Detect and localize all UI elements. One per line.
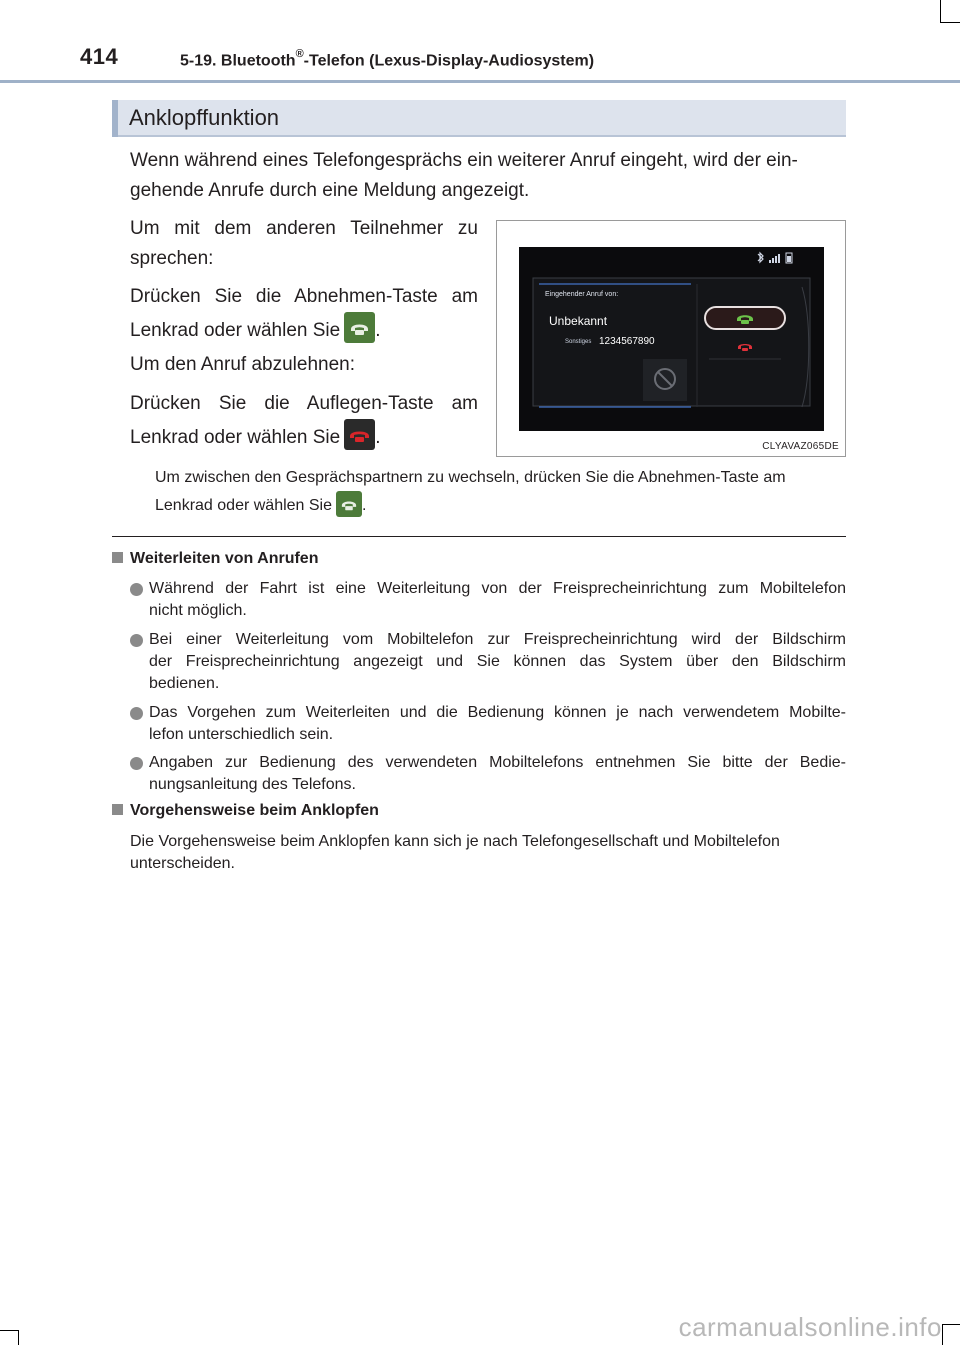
talk-action: Drücken Sie die Abnehmen-Taste am Lenkrad oder wählen Sie . xyxy=(130,286,478,341)
bullet-icon xyxy=(130,757,143,770)
reject-call-icon xyxy=(344,419,375,450)
forwarding-bullet: Das Vorgehen zum Weiterleiten und die Bedienung können je nach verwendetem Mobilte- lefon unterschiedlich sein. xyxy=(130,702,846,746)
square-bullet-icon xyxy=(112,804,123,815)
crop-mark xyxy=(940,0,941,22)
reject-action: Drücken Sie die Auflegen-Taste am Lenkrad oder wählen Sie . xyxy=(130,393,478,448)
switch-note: Um zwischen den Gesprächspartnern zu wechseln, drücken Sie die Abnehmen-Taste am Lenkrad oder wählen Sie . xyxy=(155,464,846,519)
crop-mark xyxy=(940,22,960,23)
screen-reject-icon[interactable] xyxy=(736,340,754,352)
crop-mark xyxy=(18,1330,19,1345)
bullet-icon xyxy=(130,634,143,647)
square-bullet-icon xyxy=(112,552,123,563)
crop-mark xyxy=(942,1324,943,1345)
screen-accept-icon[interactable] xyxy=(734,311,756,325)
page-title: 5-19. Bluetooth®-Telefon (Lexus-Display-Audiosystem) xyxy=(180,48,595,70)
watermark-link[interactable]: carmanualsonline.info xyxy=(678,1312,942,1342)
section-accent xyxy=(112,100,118,137)
section-title: Anklopffunktion xyxy=(129,105,280,130)
talk-instruction: Um mit dem anderen Teilnehmer zu sprechen: xyxy=(130,218,478,269)
figure-code: CLYAVAZ065DE xyxy=(762,441,839,452)
crop-mark xyxy=(942,1324,960,1325)
section-divider xyxy=(112,536,846,537)
forwarding-heading: Weiterleiten von Anrufen xyxy=(112,550,318,568)
status-icons xyxy=(755,251,799,265)
call-waiting-heading: Vorgehensweise beim Anklopfen xyxy=(112,802,379,820)
display-screen xyxy=(519,247,824,431)
forwarding-bullet: Während der Fahrt ist eine Weiterleitung von der Freisprecheinrichtung zum Mobiltelefon nicht möglich. xyxy=(130,578,846,622)
screen-heading: Eingehender Anruf von: xyxy=(545,291,619,298)
section-title-bar xyxy=(112,100,846,137)
accept-call-icon xyxy=(336,491,362,517)
screen-number-type: Sonstiges xyxy=(565,339,592,345)
bullet-icon xyxy=(130,707,143,720)
page-number: 414 xyxy=(80,44,119,69)
screen-caller: Unbekannt xyxy=(549,314,608,328)
page-header xyxy=(0,38,960,82)
bullet-icon xyxy=(130,583,143,596)
header-rule xyxy=(0,80,960,83)
forwarding-bullet: Bei einer Weiterleitung vom Mobiltelefon zur Freisprecheinrichtung wird der Bildschirm der Freisprecheinrichtung angezeigt und Sie können das System über den Bildschirm bedienen. xyxy=(130,629,846,695)
forwarding-bullet: Angaben zur Bedienung des verwendeten Mobiltelefons entnehmen Sie bitte der Bedie- nungsanleitung des Telefons. xyxy=(130,752,846,796)
screen-number: 1234567890 xyxy=(599,336,655,347)
accept-call-icon xyxy=(344,312,375,343)
intro-paragraph: Wenn während eines Telefongesprächs ein weiterer Anruf eingeht, wird der ein- gehende Anrufe durch eine Meldung angezeigt. xyxy=(130,150,798,201)
call-waiting-text: Die Vorgehensweise beim Anklopfen kann sich je nach Telefongesellschaft und Mobiltelefon unterscheiden. xyxy=(130,833,780,872)
reject-instruction: Um den Anruf abzulehnen: xyxy=(130,354,355,375)
registered-mark: ® xyxy=(295,48,304,60)
crop-mark xyxy=(0,1330,18,1331)
incoming-call-figure xyxy=(496,220,846,457)
